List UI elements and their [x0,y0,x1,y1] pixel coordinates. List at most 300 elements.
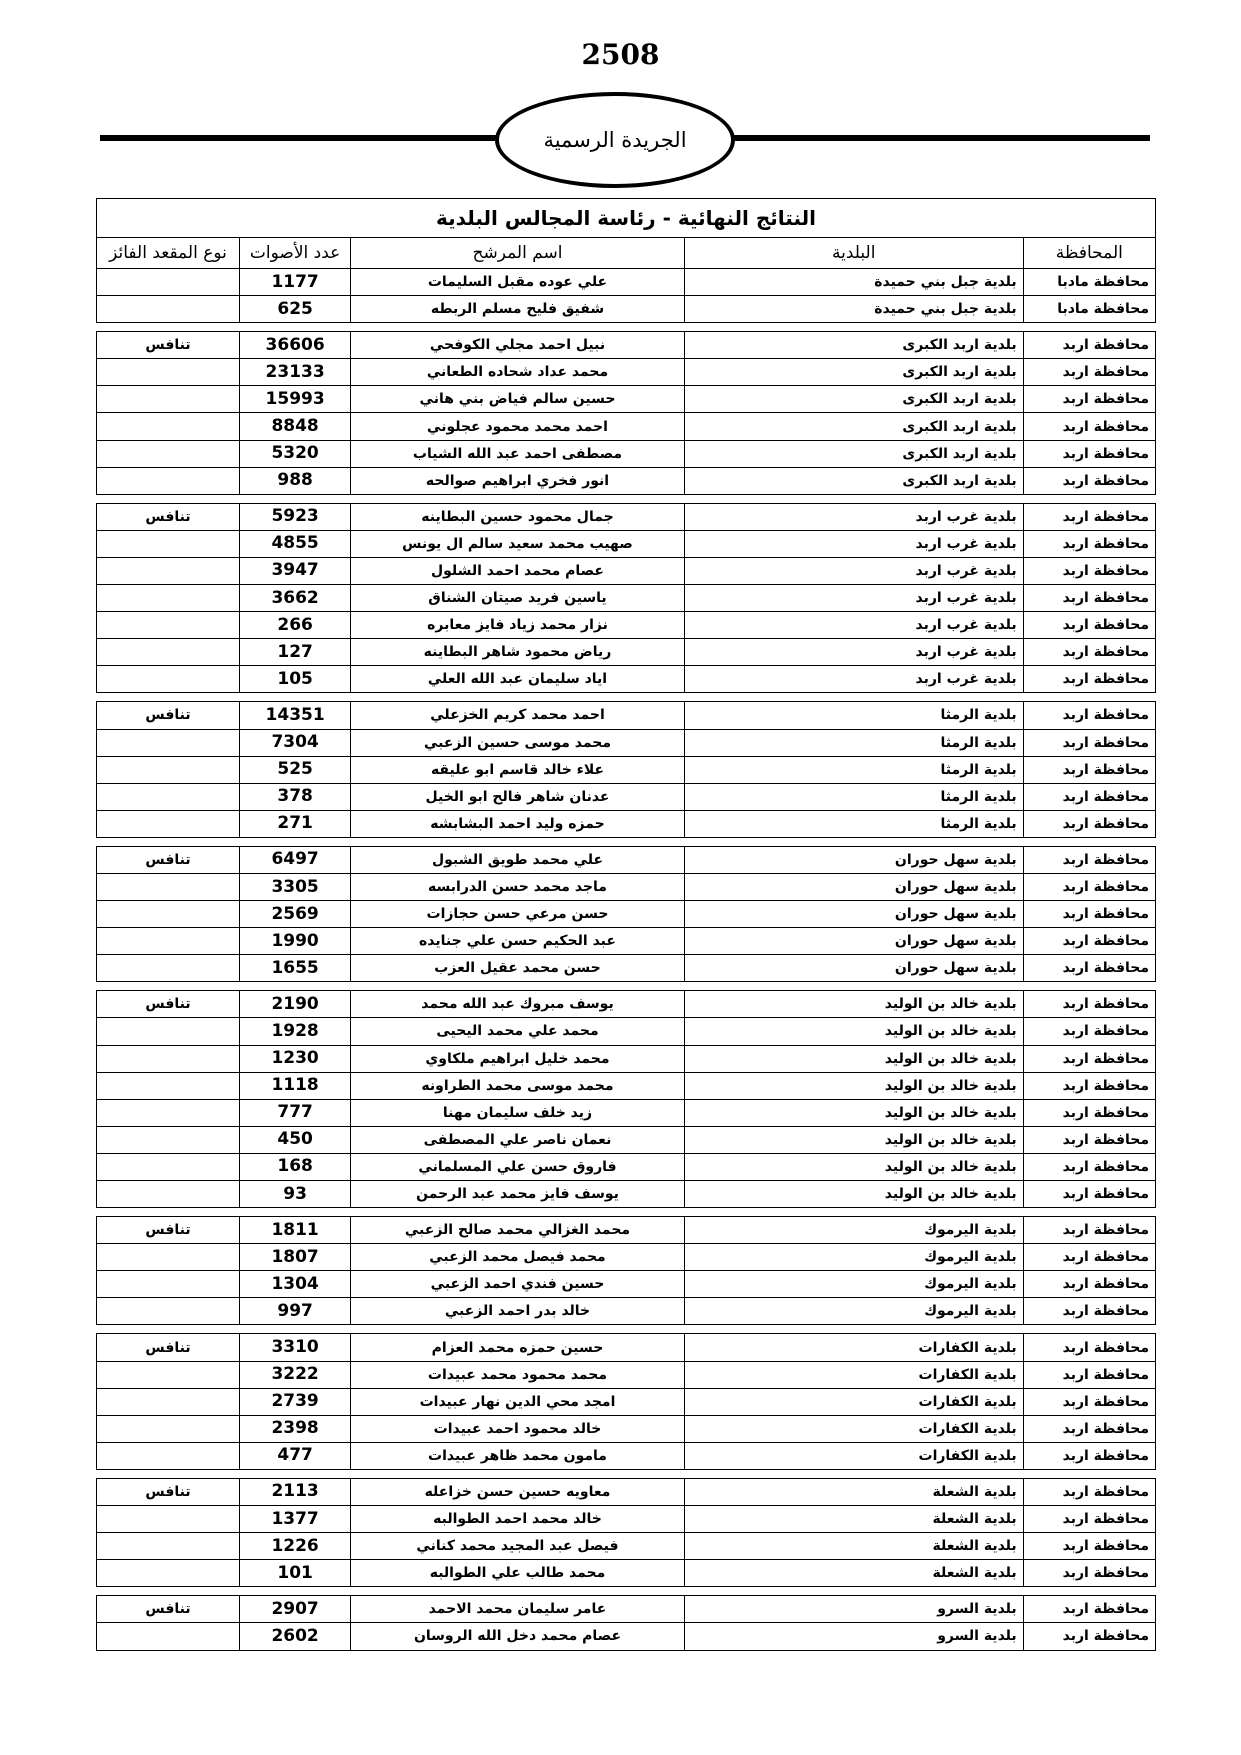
governorate-cell: محافظة اربد [1023,1506,1155,1533]
governorate-cell: محافظة اربد [1023,1181,1155,1208]
table-row [97,585,1156,612]
table-row [97,1560,1156,1587]
votes-cell: 1118 [240,1072,351,1099]
table-row [97,1415,1156,1442]
table-caption-row [97,199,1156,238]
governorate-cell: محافظة اربد [1023,386,1155,413]
governorate-cell: محافظة اربد [1023,702,1155,729]
table-row [97,503,1156,530]
seat-type-cell [97,359,240,386]
candidate-cell: احمد محمد كريم الخزعلي [351,702,685,729]
seat-type-cell [97,1126,240,1153]
candidate-cell: رياض محمود شاهر البطاينه [351,639,685,666]
table-row [97,467,1156,494]
municipality-cell: بلدية خالد بن الوليد [684,1126,1023,1153]
municipality-cell: بلدية خالد بن الوليد [684,991,1023,1018]
governorate-cell: محافظة مادبا [1023,296,1155,323]
seat-type-cell [97,413,240,440]
votes-cell: 2907 [240,1596,351,1623]
table-row [97,1361,1156,1388]
municipality-cell: بلدية اربد الكبرى [684,359,1023,386]
municipality-cell: بلدية الشعلة [684,1560,1023,1587]
candidate-cell: محمد الغزالي محمد صالح الزعبي [351,1217,685,1244]
seat-type-cell [97,1099,240,1126]
table-row [97,1388,1156,1415]
municipality-cell: بلدية سهل حوران [684,955,1023,982]
candidate-cell: محمد عداد شحاده الطعاني [351,359,685,386]
seat-type-cell [97,386,240,413]
candidate-cell: محمد طالب علي الطوالبه [351,1560,685,1587]
seat-type-cell [97,901,240,928]
votes-cell: 8848 [240,413,351,440]
municipality-cell: بلدية سهل حوران [684,846,1023,873]
seat-type-cell [97,873,240,900]
candidate-cell: نزار محمد زياد فايز معابره [351,612,685,639]
governorate-cell: محافظة اربد [1023,1623,1155,1650]
municipality-cell: بلدية خالد بن الوليد [684,1153,1023,1180]
candidate-cell: ياسين فريد صيتان الشناق [351,585,685,612]
municipality-cell: بلدية خالد بن الوليد [684,1072,1023,1099]
votes-cell: 3947 [240,557,351,584]
candidate-cell: محمد فيصل محمد الزعبي [351,1244,685,1271]
governorate-cell: محافظة اربد [1023,1560,1155,1587]
seat-type-cell: تنافس [97,702,240,729]
candidate-cell: زيد خلف سليمان مهنا [351,1099,685,1126]
table-header-row [97,238,1156,269]
group-separator-cell [97,1587,1156,1596]
municipality-cell: بلدية اليرموك [684,1271,1023,1298]
candidate-cell: حمزه وليد احمد البشابشه [351,810,685,837]
municipality-cell: بلدية سهل حوران [684,901,1023,928]
table-row [97,783,1156,810]
table-row [97,557,1156,584]
seat-type-cell [97,1415,240,1442]
governorate-cell: محافظة اربد [1023,810,1155,837]
seat-type-cell [97,1181,240,1208]
governorate-cell: محافظة اربد [1023,873,1155,900]
governorate-cell: محافظة اربد [1023,332,1155,359]
table-row [97,756,1156,783]
governorate-cell: محافظة اربد [1023,783,1155,810]
candidate-cell: معاويه حسين حسن خزاعله [351,1478,685,1505]
votes-cell: 477 [240,1442,351,1469]
votes-cell: 1811 [240,1217,351,1244]
votes-cell: 3222 [240,1361,351,1388]
municipality-cell: بلدية اربد الكبرى [684,332,1023,359]
table-row [97,440,1156,467]
candidate-cell: علاء خالد قاسم ابو عليقه [351,756,685,783]
group-separator-cell [97,1208,1156,1217]
table-row [97,1217,1156,1244]
governorate-cell: محافظة اربد [1023,1153,1155,1180]
table-row [97,1099,1156,1126]
group-separator [97,693,1156,702]
table-row [97,901,1156,928]
municipality-cell: بلدية جبل بني حميدة [684,296,1023,323]
table-row [97,1271,1156,1298]
candidate-cell: حسين حمزه محمد العزام [351,1334,685,1361]
candidate-cell: خالد محمود احمد عبيدات [351,1415,685,1442]
municipality-cell: بلدية الشعلة [684,1478,1023,1505]
candidate-cell: علي محمد طويق الشبول [351,846,685,873]
votes-cell: 23133 [240,359,351,386]
seat-type-cell [97,440,240,467]
group-separator [97,494,1156,503]
candidate-cell: اياد سليمان عبد الله العلي [351,666,685,693]
header-rule-left [100,135,500,141]
table-row [97,810,1156,837]
header-municipality: البلدية [684,238,1023,269]
table-row [97,666,1156,693]
votes-cell: 271 [240,810,351,837]
governorate-cell: محافظة اربد [1023,467,1155,494]
votes-cell: 15993 [240,386,351,413]
candidate-cell: محمد علي محمد اليحيى [351,1018,685,1045]
table-row [97,955,1156,982]
candidate-cell: محمد موسى حسين الزعبي [351,729,685,756]
governorate-cell: محافظة اربد [1023,1388,1155,1415]
group-separator [97,1325,1156,1334]
seat-type-cell [97,1442,240,1469]
candidate-cell: صهيب محمد سعيد سالم ال يونس [351,530,685,557]
candidate-cell: حسين سالم فياض بني هاني [351,386,685,413]
municipality-cell: بلدية السرو [684,1623,1023,1650]
votes-cell: 2602 [240,1623,351,1650]
seat-type-cell: تنافس [97,991,240,1018]
seat-type-cell [97,810,240,837]
seat-type-cell [97,1072,240,1099]
candidate-cell: خالد محمد احمد الطوالبه [351,1506,685,1533]
governorate-cell: محافظة اربد [1023,1126,1155,1153]
seat-type-cell [97,1506,240,1533]
votes-cell: 777 [240,1099,351,1126]
table-row [97,1623,1156,1650]
votes-cell: 14351 [240,702,351,729]
governorate-cell: محافظة اربد [1023,1596,1155,1623]
governorate-cell: محافظة اربد [1023,1018,1155,1045]
seat-type-cell [97,1388,240,1415]
candidate-cell: محمد موسى محمد الطراونه [351,1072,685,1099]
votes-cell: 2739 [240,1388,351,1415]
group-separator [97,1208,1156,1217]
candidate-cell: عدنان شاهر فالح ابو الخيل [351,783,685,810]
votes-cell: 1304 [240,1271,351,1298]
group-separator-cell [97,982,1156,991]
municipality-cell: بلدية الكفارات [684,1442,1023,1469]
group-separator [97,837,1156,846]
header-votes: عدد الأصوات [240,238,351,269]
group-separator [97,1469,1156,1478]
candidate-cell: مصطفى احمد عبد الله الشياب [351,440,685,467]
table-row [97,729,1156,756]
group-separator [97,323,1156,332]
votes-cell: 266 [240,612,351,639]
votes-cell: 36606 [240,332,351,359]
votes-cell: 1226 [240,1533,351,1560]
municipality-cell: بلدية الشعلة [684,1533,1023,1560]
votes-cell: 2569 [240,901,351,928]
seat-type-cell [97,1361,240,1388]
table-caption: النتائج النهائية - رئاسة المجالس البلدية [97,199,1156,238]
governorate-cell: محافظة مادبا [1023,269,1155,296]
votes-cell: 93 [240,1181,351,1208]
votes-cell: 3310 [240,1334,351,1361]
candidate-cell: عامر سليمان محمد الاحمد [351,1596,685,1623]
table-row [97,269,1156,296]
seat-type-cell [97,639,240,666]
seat-type-cell [97,666,240,693]
municipality-cell: بلدية الشعلة [684,1506,1023,1533]
governorate-cell: محافظة اربد [1023,639,1155,666]
votes-cell: 5923 [240,503,351,530]
candidate-cell: حسن مرعي حسن حجازات [351,901,685,928]
table-row [97,1442,1156,1469]
governorate-cell: محافظة اربد [1023,413,1155,440]
governorate-cell: محافظة اربد [1023,440,1155,467]
votes-cell: 2190 [240,991,351,1018]
governorate-cell: محافظة اربد [1023,503,1155,530]
candidate-cell: فاروق حسن علي المسلماني [351,1153,685,1180]
seat-type-cell: تنافس [97,1596,240,1623]
votes-cell: 1377 [240,1506,351,1533]
votes-cell: 2113 [240,1478,351,1505]
seat-type-cell [97,928,240,955]
candidate-cell: انور فخري ابراهيم صوالحه [351,467,685,494]
table-row [97,991,1156,1018]
governorate-cell: محافظة اربد [1023,1415,1155,1442]
votes-cell: 3662 [240,585,351,612]
municipality-cell: بلدية خالد بن الوليد [684,1181,1023,1208]
candidate-cell: ماجد محمد حسن الدرابسه [351,873,685,900]
municipality-cell: بلدية غرب اربد [684,666,1023,693]
municipality-cell: بلدية سهل حوران [684,873,1023,900]
votes-cell: 450 [240,1126,351,1153]
governorate-cell: محافظة اربد [1023,928,1155,955]
candidate-cell: يوسف مبروك عبد الله محمد [351,991,685,1018]
candidate-cell: شفيق فليح مسلم الربطه [351,296,685,323]
seat-type-cell [97,729,240,756]
seat-type-cell [97,783,240,810]
votes-cell: 105 [240,666,351,693]
governorate-cell: محافظة اربد [1023,1533,1155,1560]
votes-cell: 1990 [240,928,351,955]
candidate-cell: نبيل احمد مجلي الكوفحي [351,332,685,359]
governorate-cell: محافظة اربد [1023,1361,1155,1388]
seat-type-cell [97,467,240,494]
governorate-cell: محافظة اربد [1023,1334,1155,1361]
table-row [97,639,1156,666]
municipality-cell: بلدية اربد الكبرى [684,440,1023,467]
group-separator-cell [97,494,1156,503]
municipality-cell: بلدية اربد الكبرى [684,386,1023,413]
table-row [97,1045,1156,1072]
seat-type-cell: تنافس [97,846,240,873]
candidate-cell: احمد محمد محمود عجلوني [351,413,685,440]
candidate-cell: جمال محمود حسين البطاينه [351,503,685,530]
candidate-cell: عصام محمد دخل الله الروسان [351,1623,685,1650]
municipality-cell: بلدية الرمثا [684,810,1023,837]
votes-cell: 101 [240,1560,351,1587]
seat-type-cell [97,1018,240,1045]
municipality-cell: بلدية الرمثا [684,729,1023,756]
seat-type-cell [97,530,240,557]
candidate-cell: عصام محمد احمد الشلول [351,557,685,584]
results-table [96,198,1156,1651]
governorate-cell: محافظة اربد [1023,1099,1155,1126]
governorate-cell: محافظة اربد [1023,955,1155,982]
seat-type-cell [97,955,240,982]
municipality-cell: بلدية غرب اربد [684,530,1023,557]
seat-type-cell [97,269,240,296]
votes-cell: 3305 [240,873,351,900]
governorate-cell: محافظة اربد [1023,1442,1155,1469]
group-separator-cell [97,1469,1156,1478]
municipality-cell: بلدية اربد الكبرى [684,467,1023,494]
municipality-cell: بلدية غرب اربد [684,585,1023,612]
header-seat-type: نوع المقعد الفائز [97,238,240,269]
seat-type-cell [97,296,240,323]
table-row [97,1181,1156,1208]
governorate-cell: محافظة اربد [1023,729,1155,756]
page-number: 2508 [581,38,660,71]
governorate-cell: محافظة اربد [1023,1045,1155,1072]
governorate-cell: محافظة اربد [1023,1072,1155,1099]
candidate-cell: نعمان ناصر علي المصطفى [351,1126,685,1153]
governorate-cell: محافظة اربد [1023,1244,1155,1271]
seat-type-cell [97,1153,240,1180]
municipality-cell: بلدية غرب اربد [684,557,1023,584]
table-row [97,1533,1156,1560]
votes-cell: 1230 [240,1045,351,1072]
governorate-cell: محافظة اربد [1023,359,1155,386]
table-row [97,386,1156,413]
municipality-cell: بلدية الرمثا [684,783,1023,810]
votes-cell: 988 [240,467,351,494]
municipality-cell: بلدية سهل حوران [684,928,1023,955]
table-row [97,702,1156,729]
candidate-cell: يوسف فايز محمد عبد الرحمن [351,1181,685,1208]
candidate-cell: محمد خليل ابراهيم ملكاوي [351,1045,685,1072]
candidate-cell: مامون محمد ظاهر عبيدات [351,1442,685,1469]
municipality-cell: بلدية غرب اربد [684,639,1023,666]
seat-type-cell [97,1271,240,1298]
governorate-cell: محافظة اربد [1023,1271,1155,1298]
table-row [97,1244,1156,1271]
table-row [97,1478,1156,1505]
governorate-cell: محافظة اربد [1023,557,1155,584]
group-separator-cell [97,323,1156,332]
table-row [97,1334,1156,1361]
group-separator-cell [97,1325,1156,1334]
candidate-cell: فيصل عبد المجيد محمد كناني [351,1533,685,1560]
table-row [97,296,1156,323]
gazette-title: الجريدة الرسمية [543,128,687,152]
candidate-cell: عبد الحكيم حسن علي جنايده [351,928,685,955]
seat-type-cell [97,1298,240,1325]
municipality-cell: بلدية غرب اربد [684,503,1023,530]
table-row [97,1298,1156,1325]
governorate-cell: محافظة اربد [1023,846,1155,873]
votes-cell: 4855 [240,530,351,557]
table-row [97,530,1156,557]
votes-cell: 1655 [240,955,351,982]
votes-cell: 2398 [240,1415,351,1442]
governorate-cell: محافظة اربد [1023,1217,1155,1244]
seat-type-cell [97,612,240,639]
table-row [97,873,1156,900]
seat-type-cell: تنافس [97,1478,240,1505]
votes-cell: 625 [240,296,351,323]
municipality-cell: بلدية اليرموك [684,1298,1023,1325]
candidate-cell: علي عوده مقبل السليمات [351,269,685,296]
header-governorate: المحافظة [1023,238,1155,269]
seat-type-cell [97,1533,240,1560]
seat-type-cell [97,1045,240,1072]
governorate-cell: محافظة اربد [1023,756,1155,783]
group-separator [97,982,1156,991]
seat-type-cell: تنافس [97,1334,240,1361]
header-rule-right [730,135,1150,141]
candidate-cell: محمد محمود محمد عبيدات [351,1361,685,1388]
votes-cell: 1177 [240,269,351,296]
municipality-cell: بلدية اليرموك [684,1244,1023,1271]
table-row [97,1153,1156,1180]
votes-cell: 168 [240,1153,351,1180]
table-row [97,1072,1156,1099]
table-row [97,1126,1156,1153]
governorate-cell: محافظة اربد [1023,1478,1155,1505]
table-row [97,1506,1156,1533]
group-separator-cell [97,693,1156,702]
municipality-cell: بلدية الكفارات [684,1415,1023,1442]
votes-cell: 525 [240,756,351,783]
seat-type-cell [97,1560,240,1587]
municipality-cell: بلدية الرمثا [684,702,1023,729]
votes-cell: 6497 [240,846,351,873]
table-row [97,612,1156,639]
municipality-cell: بلدية اليرموك [684,1217,1023,1244]
votes-cell: 1807 [240,1244,351,1271]
candidate-cell: امجد محي الدين نهار عبيدات [351,1388,685,1415]
seat-type-cell: تنافس [97,1217,240,1244]
governorate-cell: محافظة اربد [1023,666,1155,693]
municipality-cell: بلدية الكفارات [684,1388,1023,1415]
candidate-cell: خالد بدر احمد الزعبي [351,1298,685,1325]
municipality-cell: بلدية خالد بن الوليد [684,1018,1023,1045]
seat-type-cell: تنافس [97,503,240,530]
votes-cell: 127 [240,639,351,666]
votes-cell: 1928 [240,1018,351,1045]
seat-type-cell: تنافس [97,332,240,359]
governorate-cell: محافظة اربد [1023,991,1155,1018]
candidate-cell: حسين فندي احمد الزعبي [351,1271,685,1298]
seat-type-cell [97,557,240,584]
municipality-cell: بلدية الرمثا [684,756,1023,783]
municipality-cell: بلدية غرب اربد [684,612,1023,639]
header-candidate: اسم المرشح [351,238,685,269]
table-row [97,413,1156,440]
group-separator-cell [97,837,1156,846]
governorate-cell: محافظة اربد [1023,1298,1155,1325]
municipality-cell: بلدية جبل بني حميدة [684,269,1023,296]
municipality-cell: بلدية الكفارات [684,1334,1023,1361]
table-row [97,359,1156,386]
votes-cell: 997 [240,1298,351,1325]
governorate-cell: محافظة اربد [1023,585,1155,612]
municipality-cell: بلدية خالد بن الوليد [684,1045,1023,1072]
governorate-cell: محافظة اربد [1023,612,1155,639]
gazette-title-oval [495,92,735,188]
